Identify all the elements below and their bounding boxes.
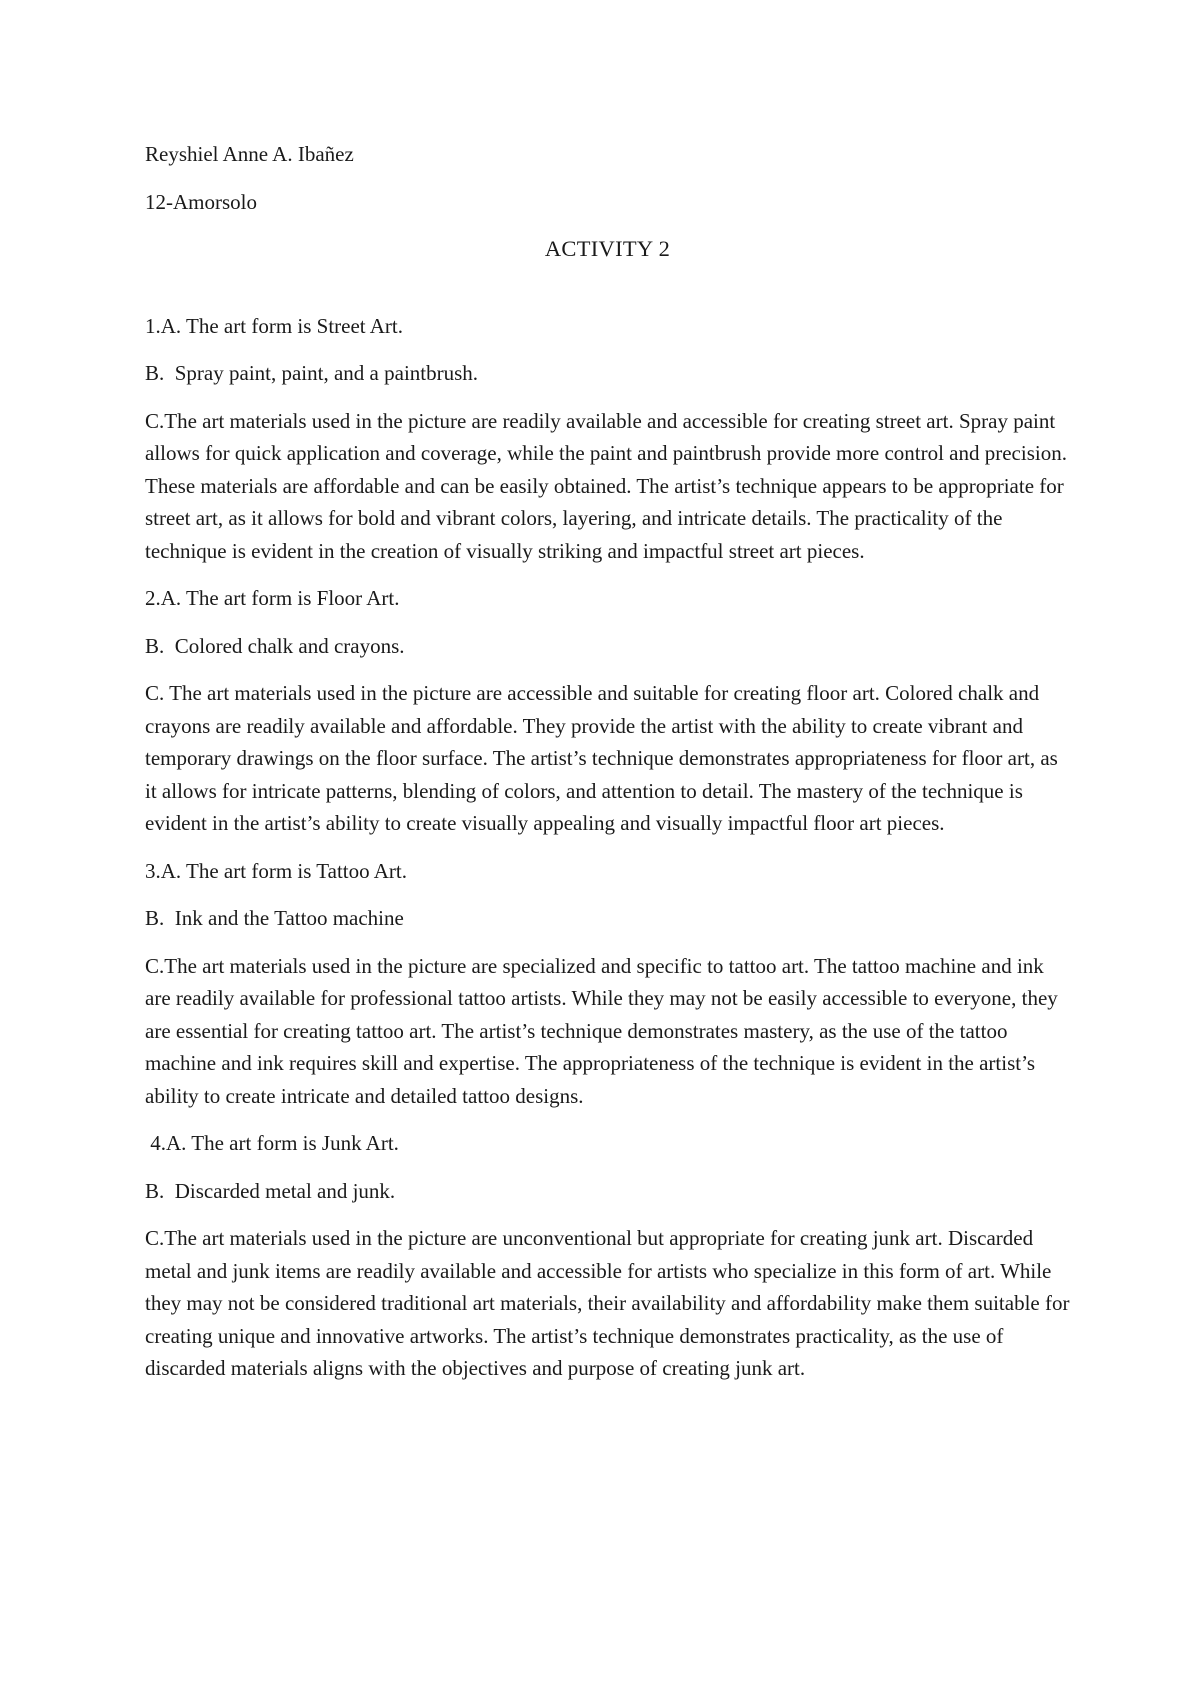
item-4-a: 4.A. The art form is Junk Art. — [145, 1131, 399, 1155]
item-4-c: C.The art materials used in the picture are unconventional but appropriate for creating junk art. Discarded metal and junk items are readily available and accessible for artists who specialize in this form of art. While they may not be considered traditional art materials, their availability and affordability make them suitable for creating unique and innovative artworks. The artist’s technique demonstrates practicality, as the use of discarded materials aligns with the objectives and purpose of creating junk art. — [145, 1226, 1075, 1380]
item-3-c: C.The art materials used in the picture are specialized and specific to tattoo art. The tattoo machine and ink are readily available for professional tattoo artists. While they may not be easily accessible to everyone, they are essential for creating tattoo art. The artist’s technique demonstrates mastery, as the use of the tattoo machine and ink requires skill and expertise. The appropriateness of the technique is evident in the artist’s ability to create intricate and detailed tattoo designs. — [145, 953, 1064, 1108]
item-3-a: 3.A. The art form is Tattoo Art. — [145, 858, 407, 883]
document-body — [145, 138, 1075, 1400]
item-1-c: C.The art materials used in the picture are readily available and accessible for creating street art. Spray paint allows for quick application and coverage, while the paint and paintbrush provide more control and precision. These materials are affordable and can be easily obtained. The artist’s technique appears to be appropriate for street art, as it allows for bold and vibrant colors, layering, and intricate details. The practicality of the technique is evident in the creation of visually striking and impactful street art pieces. — [145, 408, 1072, 563]
item-4-b: B. Discarded metal and junk. — [145, 1178, 396, 1203]
item-2-a: 2.A. The art form is Floor Art. — [145, 586, 400, 610]
item-1-a: 1.A. The art form is Street Art. — [145, 313, 403, 338]
item-3-b: B. Ink and the Tattoo machine — [145, 906, 404, 930]
student-name: Reyshiel Anne A. Ibañez — [145, 142, 354, 166]
student-section: 12-Amorsolo — [145, 189, 257, 214]
activity-title: ACTIVITY 2 — [544, 236, 671, 261]
item-2-c: C. The art materials used in the picture are accessible and suitable for creating floor art. Colored chalk and crayons are readily available and affordable. They provide the artist with the ability to create vibrant and temporary drawings on the floor surface. The artist’s technique demonstrates appropriateness for floor art, as it allows for intricate patterns, blending of colors, and attention to detail. The mastery of the technique is evident in the artist’s ability to create visually appealing and visually impactful floor art pieces. — [145, 681, 1064, 835]
item-1-b: B. Spray paint, paint, and a paintbrush. — [145, 361, 479, 385]
item-2-b: B. Colored chalk and crayons. — [145, 633, 405, 658]
